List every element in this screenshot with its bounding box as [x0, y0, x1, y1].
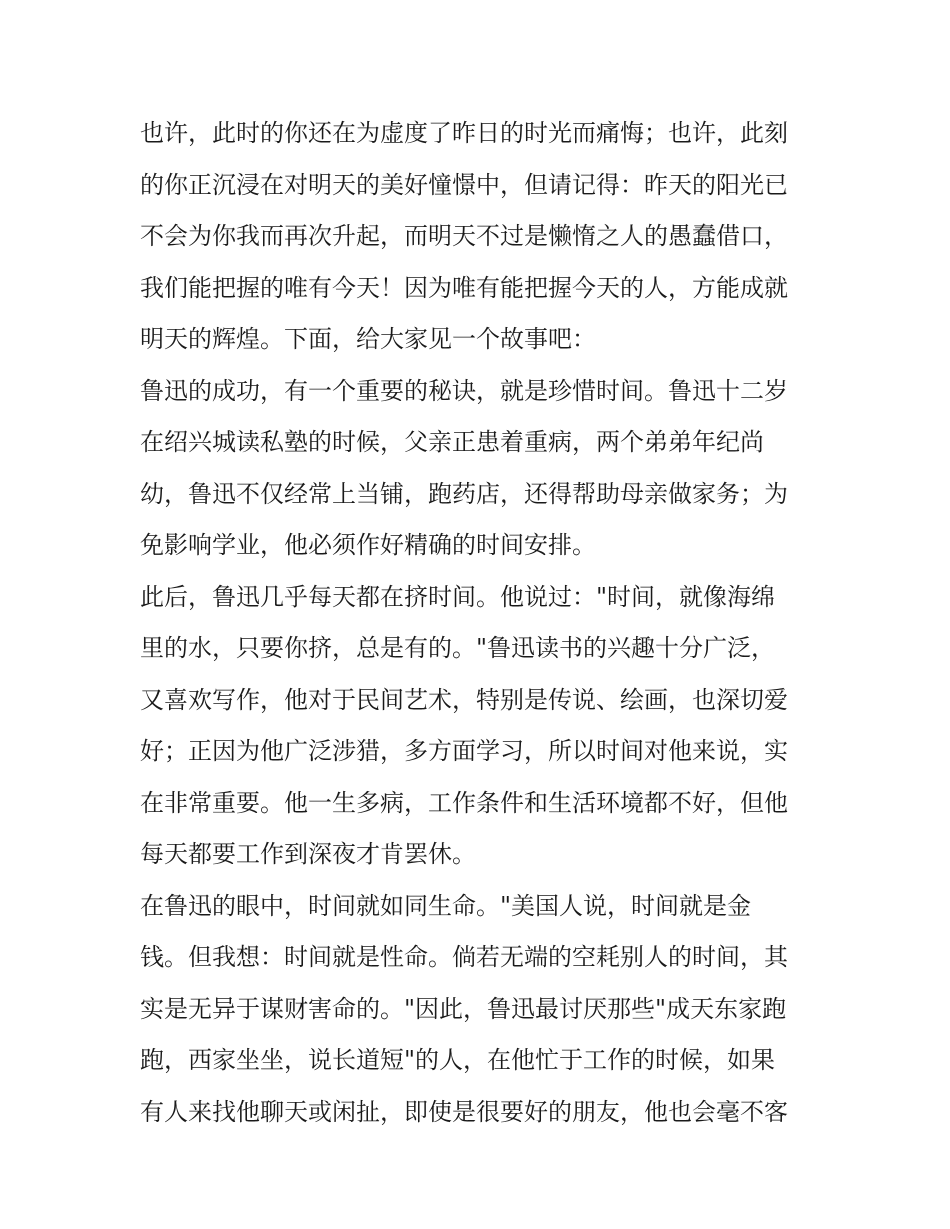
- text-line: 有人来找他聊天或闲扯，即使是很要好的朋友，他也会毫不客: [140, 1097, 788, 1126]
- body-text: [140, 108, 820, 1138]
- text-line: 实是无异于谋财害命的。"因此，鲁迅最讨厌那些"成天东家跑: [140, 994, 787, 1023]
- text-line: 幼，鲁迅不仅经常上当铺，跑药店，还得帮助母亲做家务；为: [140, 479, 788, 508]
- text-line: 不会为你我而再次升起，而明天不过是懒惰之人的愚蠢借口，: [140, 222, 788, 250]
- text-line: 在非常重要。他一生多病，工作条件和生活环境都不好，但他: [140, 788, 788, 817]
- text-line: 在鲁迅的眼中，时间就如同生命。"美国人说，时间就是金: [140, 891, 752, 920]
- text-line: 里的水，只要你挤，总是有的。"鲁迅读书的兴趣十分广泛，: [140, 634, 776, 662]
- text-line: 又喜欢写作，他对于民间艺术，特别是传说、绘画，也深切爱: [140, 685, 788, 714]
- text-line: 每天都要工作到深夜才肯罢休。: [140, 840, 476, 868]
- text-line: 的你正沉浸在对明天的美好憧憬中，但请记得：昨天的阳光已: [140, 170, 788, 199]
- text-line: 我们能把握的唯有今天！因为唯有能把握今天的人，方能成就: [140, 273, 788, 302]
- text-line: 好；正因为他广泛涉猎，多方面学习，所以时间对他来说，实: [140, 737, 788, 765]
- text-line: 此后，鲁迅几乎每天都在挤时间。他说过："时间，就像海绵: [140, 582, 776, 611]
- text-line: 也许，此时的你还在为虚度了昨日的时光而痛悔；也许，此刻: [140, 119, 788, 147]
- text-line: 鲁迅的成功，有一个重要的秘诀，就是珍惜时间。鲁迅十二岁: [140, 376, 788, 405]
- text-line: 在绍兴城读私塾的时候，父亲正患着重病，两个弟弟年纪尚: [140, 428, 764, 456]
- text-line: 跑，西家坐坐，说长道短"的人，在他忙于工作的时候，如果: [140, 1046, 776, 1074]
- text-line: 钱。但我想：时间就是性命。倘若无端的空耗别人的时间，其: [140, 943, 788, 971]
- text-line: 明天的辉煌。下面，给大家见一个故事吧：: [140, 325, 596, 353]
- text-line: 免影响学业，他必须作好精确的时间安排。: [140, 531, 596, 559]
